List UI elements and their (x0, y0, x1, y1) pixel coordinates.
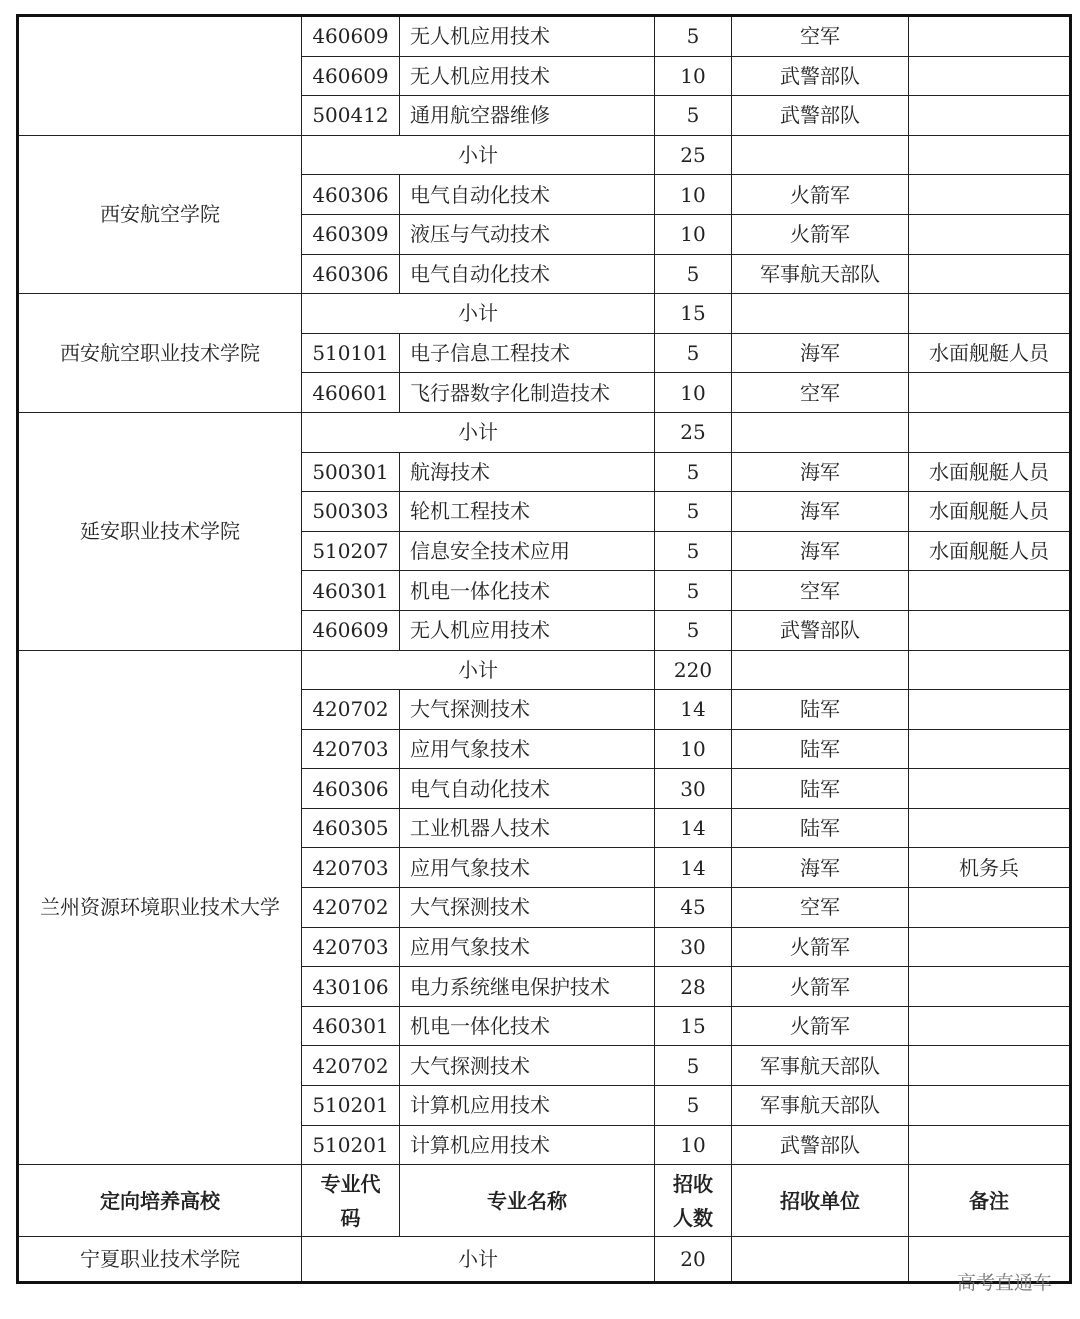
school-cell: 宁夏职业技术学院 (18, 1237, 302, 1283)
note-cell (909, 412, 1071, 452)
header-school: 定向培养高校 (18, 1165, 302, 1237)
major-name: 计算机应用技术 (400, 1125, 655, 1165)
major-code: 420703 (302, 729, 400, 769)
major-name: 电气自动化技术 (400, 175, 655, 215)
table-row (18, 1237, 1071, 1283)
major-code: 460309 (302, 214, 400, 254)
enroll-count: 5 (655, 452, 732, 492)
note-cell (909, 135, 1071, 175)
enroll-count: 5 (655, 492, 732, 532)
school-cell: 兰州资源环境职业技术大学 (18, 650, 302, 1165)
major-name: 航海技术 (400, 452, 655, 492)
major-code: 460306 (302, 254, 400, 294)
enroll-unit: 火箭军 (732, 967, 909, 1007)
subtotal-label: 小计 (302, 294, 655, 334)
enrollment-table (16, 14, 1072, 1284)
note-cell: 水面舰艇人员 (909, 531, 1071, 571)
enroll-count: 5 (655, 531, 732, 571)
enroll-count: 25 (655, 135, 732, 175)
major-name: 电气自动化技术 (400, 769, 655, 809)
enroll-count: 5 (655, 254, 732, 294)
enroll-unit (732, 1237, 909, 1283)
note-cell (909, 690, 1071, 730)
major-code: 460301 (302, 571, 400, 611)
enroll-unit: 海军 (732, 333, 909, 373)
enroll-unit: 武警部队 (732, 56, 909, 96)
major-name: 液压与气动技术 (400, 214, 655, 254)
major-code: 510201 (302, 1125, 400, 1165)
enroll-unit: 空军 (732, 373, 909, 413)
major-code: 510207 (302, 531, 400, 571)
enroll-count: 10 (655, 729, 732, 769)
enroll-unit: 军事航天部队 (732, 1046, 909, 1086)
enroll-unit: 空军 (732, 888, 909, 928)
enroll-count: 10 (655, 373, 732, 413)
note-cell (909, 888, 1071, 928)
enroll-count: 5 (655, 610, 732, 650)
note-cell: 水面舰艇人员 (909, 333, 1071, 373)
header-code: 专业代码 (302, 1165, 400, 1237)
subtotal-label: 小计 (302, 135, 655, 175)
major-code: 500412 (302, 96, 400, 136)
enroll-unit (732, 650, 909, 690)
subtotal-row (18, 650, 1071, 690)
enroll-unit: 陆军 (732, 690, 909, 730)
enroll-count: 5 (655, 571, 732, 611)
major-name: 应用气象技术 (400, 729, 655, 769)
enroll-count: 30 (655, 769, 732, 809)
major-name: 电气自动化技术 (400, 254, 655, 294)
major-name: 电力系统继电保护技术 (400, 967, 655, 1007)
note-cell (909, 1046, 1071, 1086)
major-code: 420703 (302, 848, 400, 888)
major-name: 电子信息工程技术 (400, 333, 655, 373)
major-code: 500303 (302, 492, 400, 532)
major-name: 无人机应用技术 (400, 16, 655, 57)
subtotal-label: 小计 (302, 412, 655, 452)
major-name: 飞行器数字化制造技术 (400, 373, 655, 413)
enroll-count: 15 (655, 1006, 732, 1046)
enroll-count: 25 (655, 412, 732, 452)
enroll-unit: 空军 (732, 571, 909, 611)
major-code: 460306 (302, 769, 400, 809)
enroll-count: 15 (655, 294, 732, 334)
enroll-unit (732, 412, 909, 452)
enroll-unit: 火箭军 (732, 214, 909, 254)
enroll-unit: 火箭军 (732, 927, 909, 967)
major-code: 420702 (302, 1046, 400, 1086)
major-code: 460609 (302, 610, 400, 650)
header-count: 招收人数 (655, 1165, 732, 1237)
note-cell (909, 1086, 1071, 1126)
enroll-unit: 陆军 (732, 808, 909, 848)
note-cell (909, 808, 1071, 848)
note-cell (909, 967, 1071, 1007)
major-name: 大气探测技术 (400, 690, 655, 730)
school-cell: 西安航空学院 (18, 135, 302, 293)
watermark: 高考直通车 (956, 1272, 1052, 1294)
note-cell (909, 373, 1071, 413)
enroll-count: 28 (655, 967, 732, 1007)
major-name: 机电一体化技术 (400, 571, 655, 611)
subtotal-row (18, 412, 1071, 452)
major-code: 460609 (302, 16, 400, 57)
note-cell (909, 294, 1071, 334)
note-cell (909, 729, 1071, 769)
major-name: 大气探测技术 (400, 1046, 655, 1086)
major-code: 460306 (302, 175, 400, 215)
note-cell (909, 769, 1071, 809)
major-code: 420702 (302, 690, 400, 730)
enroll-count: 5 (655, 333, 732, 373)
note-cell (909, 254, 1071, 294)
enroll-count: 10 (655, 214, 732, 254)
subtotal-label: 小计 (302, 1237, 655, 1283)
header-unit: 招收单位 (732, 1165, 909, 1237)
major-code: 430106 (302, 967, 400, 1007)
enroll-unit (732, 294, 909, 334)
enroll-count: 14 (655, 808, 732, 848)
enroll-unit: 空军 (732, 16, 909, 57)
note-cell: 机务兵 (909, 848, 1071, 888)
note-cell (909, 650, 1071, 690)
enroll-unit: 武警部队 (732, 96, 909, 136)
enroll-count: 20 (655, 1237, 732, 1283)
note-cell (909, 1006, 1071, 1046)
major-code: 420702 (302, 888, 400, 928)
note-cell (909, 214, 1071, 254)
enroll-unit: 武警部队 (732, 1125, 909, 1165)
enroll-count: 14 (655, 690, 732, 730)
enroll-count: 10 (655, 175, 732, 215)
major-name: 计算机应用技术 (400, 1086, 655, 1126)
note-cell (909, 610, 1071, 650)
enroll-count: 5 (655, 16, 732, 57)
enroll-unit: 陆军 (732, 729, 909, 769)
header-name: 专业名称 (400, 1165, 655, 1237)
major-code: 460305 (302, 808, 400, 848)
enroll-unit: 海军 (732, 452, 909, 492)
note-cell (909, 927, 1071, 967)
major-name: 无人机应用技术 (400, 610, 655, 650)
note-cell (909, 571, 1071, 611)
enroll-count: 220 (655, 650, 732, 690)
school-cell: 西安航空职业技术学院 (18, 294, 302, 413)
major-name: 工业机器人技术 (400, 808, 655, 848)
note-cell: 水面舰艇人员 (909, 452, 1071, 492)
enroll-count: 10 (655, 1125, 732, 1165)
enroll-count: 45 (655, 888, 732, 928)
school-cell: 延安职业技术学院 (18, 412, 302, 650)
major-name: 应用气象技术 (400, 927, 655, 967)
major-name: 信息安全技术应用 (400, 531, 655, 571)
major-name: 无人机应用技术 (400, 56, 655, 96)
enroll-count: 10 (655, 56, 732, 96)
enroll-count: 5 (655, 1046, 732, 1086)
enroll-count: 5 (655, 1086, 732, 1126)
major-name: 通用航空器维修 (400, 96, 655, 136)
enroll-count: 30 (655, 927, 732, 967)
major-code: 420703 (302, 927, 400, 967)
major-code: 500301 (302, 452, 400, 492)
school-cell (18, 16, 302, 136)
subtotal-label: 小计 (302, 650, 655, 690)
header-row (18, 1165, 1071, 1237)
enroll-unit: 海军 (732, 848, 909, 888)
major-code: 460601 (302, 373, 400, 413)
note-cell: 水面舰艇人员 (909, 492, 1071, 532)
note-cell (909, 96, 1071, 136)
enroll-unit: 海军 (732, 492, 909, 532)
subtotal-row (18, 135, 1071, 175)
enroll-unit: 火箭军 (732, 1006, 909, 1046)
enroll-unit (732, 135, 909, 175)
note-cell (909, 56, 1071, 96)
note-cell (909, 16, 1071, 57)
subtotal-row (18, 294, 1071, 334)
enroll-unit: 陆军 (732, 769, 909, 809)
enroll-unit: 军事航天部队 (732, 254, 909, 294)
major-name: 应用气象技术 (400, 848, 655, 888)
major-code: 510201 (302, 1086, 400, 1126)
major-name: 轮机工程技术 (400, 492, 655, 532)
note-cell (909, 1125, 1071, 1165)
major-code: 460301 (302, 1006, 400, 1046)
enroll-count: 14 (655, 848, 732, 888)
major-code: 460609 (302, 56, 400, 96)
header-note: 备注 (909, 1165, 1071, 1237)
major-code: 510101 (302, 333, 400, 373)
note-cell (909, 175, 1071, 215)
enroll-count: 5 (655, 96, 732, 136)
major-name: 机电一体化技术 (400, 1006, 655, 1046)
enroll-unit: 火箭军 (732, 175, 909, 215)
enroll-unit: 武警部队 (732, 610, 909, 650)
enroll-unit: 海军 (732, 531, 909, 571)
enroll-unit: 军事航天部队 (732, 1086, 909, 1126)
major-name: 大气探测技术 (400, 888, 655, 928)
table-row (18, 16, 1071, 57)
